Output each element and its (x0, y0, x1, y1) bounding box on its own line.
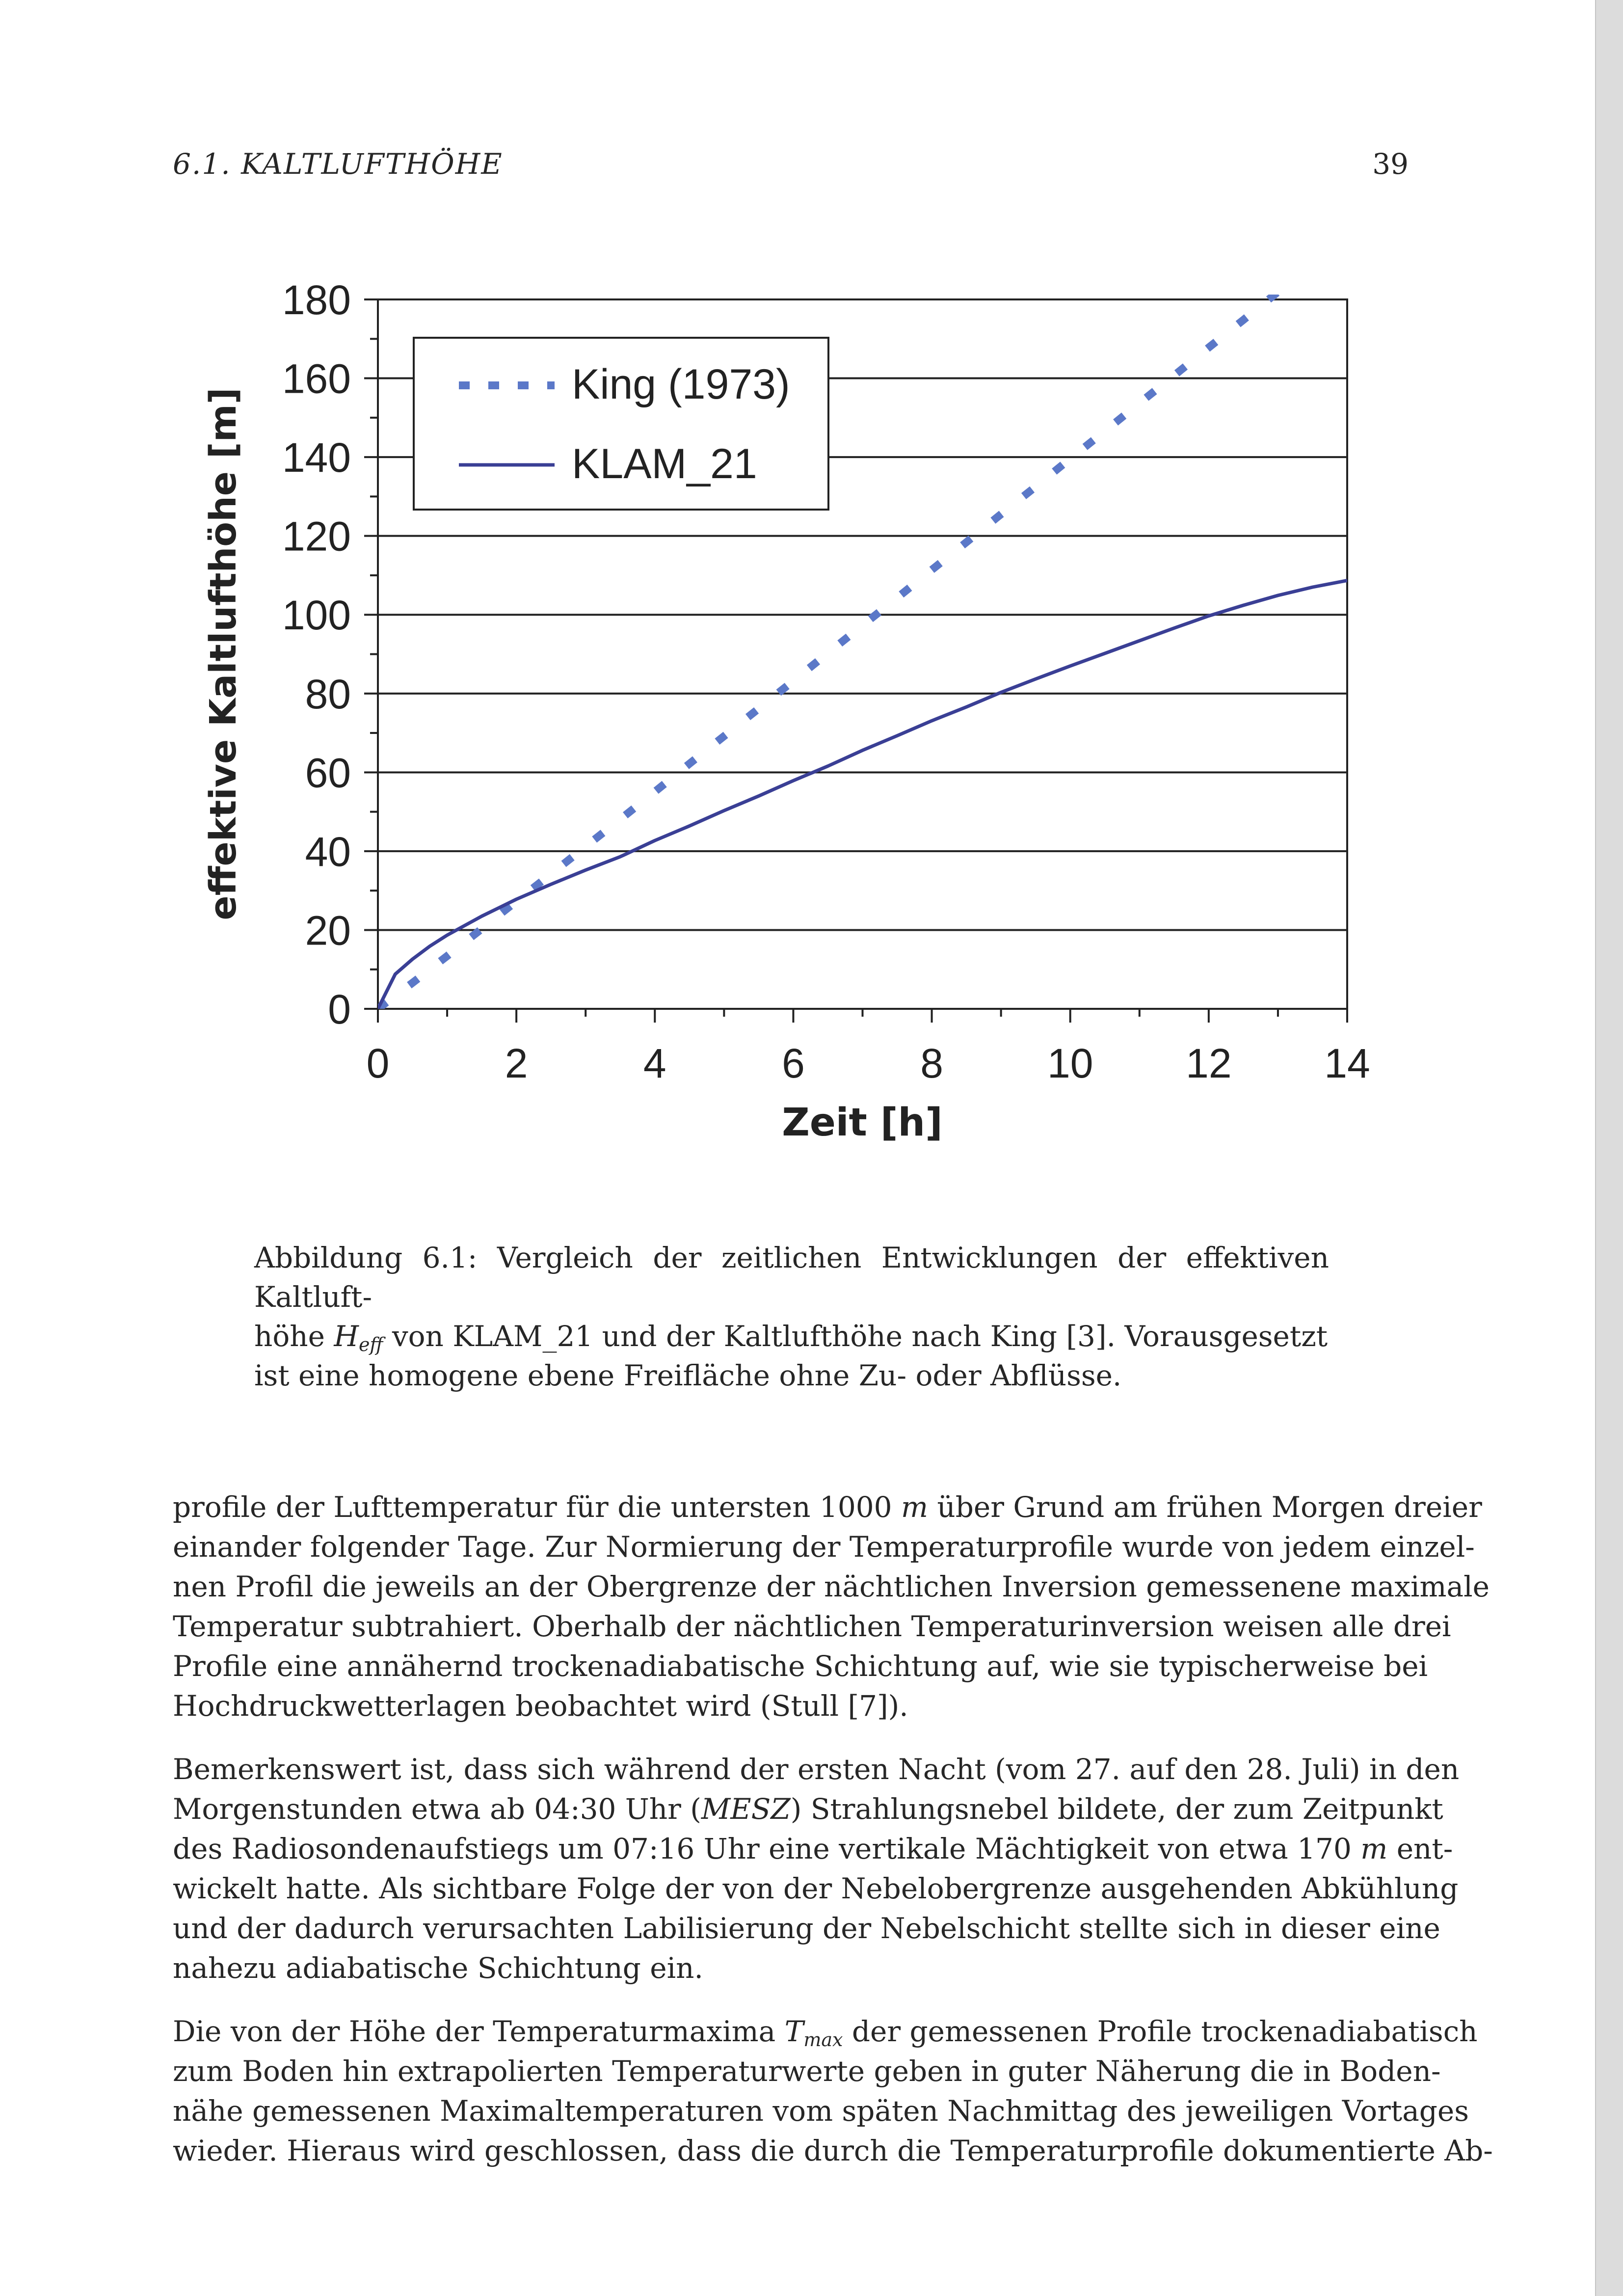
running-head (173, 147, 1409, 187)
paragraph: Bemerkenswert ist, dass sich während der ersten Nacht (vom 27. auf den 28. Juli) in den Morgenstunden etwa ab 04:30 Uhr (MESZ) Strahlungsnebel bildete, der zum Zeitpunkt des Radiosondenaufstiegs um 07:16 Uhr eine vertikale Mächtigkeit von etwa 170 m ent- wickelt hatte. Als sichtbare Folge der von der Nebelobergrenze ausgehenden Abkühlung und der dadurch verursachten Labilisierung der Nebelschicht stellte sich in dieser eine nahezu adiabatische Schichtung ein. (173, 1753, 1460, 1985)
section-title: 6.1. KALTLUFTHÖHE (173, 147, 503, 181)
page-number: 39 (1372, 147, 1409, 181)
figure-caption: Abbildung 6.1: Vergleich der zeitlichen Entwicklungen der effektiven Kaltluft- höhe $H_{eff}$ von KLAM_21 und der Kaltlufthöhe nach King [3]. Vorausgesetzt ist eine homogene ebene Freifläche ohne Zu- oder Abflüsse. (254, 1241, 1329, 1392)
x-tick-label: 14 (1324, 1040, 1370, 1086)
caption-label: Abbildung 6.1: (254, 1241, 478, 1274)
x-tick-label: 4 (643, 1040, 666, 1086)
y-tick-label: 180 (282, 277, 351, 323)
x-tick-label: 6 (782, 1040, 805, 1086)
y-tick-label: 140 (282, 434, 351, 481)
y-tick-label: 100 (282, 592, 351, 639)
caption-symbol-sub: eff (358, 1334, 383, 1355)
x-tick-label: 8 (920, 1040, 943, 1086)
paragraph: profile der Lufttemperatur für die untersten 1000 m über Grund am frühen Morgen dreier einander folgender Tage. Zur Normierung der Temperaturprofile wurde von jedem einzel- nen Profil die jeweils an der Obergrenze der nächtlichen Inversion gemessenene maximale Temperatur subtrahiert. Oberhalb der nächtlichen Temperaturinversion weisen alle drei Profile eine annähernd trockenadiabatische Schichtung auf, wie sie typischerweise bei Hochdruckwetterlagen beobachtet wird (Stull [7]). (173, 1490, 1490, 1723)
y-tick-label: 20 (305, 907, 351, 954)
x-tick-label: 0 (366, 1040, 390, 1086)
x-tick-label: 2 (505, 1040, 528, 1086)
paragraph: Die von der Höhe der Temperaturmaxima Tmax der gemessenen Profile trockenadiabatisch zum Boden hin extrapolierten Temperaturwerte geben in guter Näherung die in Boden- nähe gemessenen Maximaltemperaturen vom späten Nachmittag des jeweiligen Vortages wieder. Hieraus wird geschlossen, dass die durch die Temperaturprofile dokumentierte Ab- (173, 2015, 1493, 2167)
x-tick-label: 10 (1047, 1040, 1093, 1086)
y-tick-label: 120 (282, 513, 351, 560)
y-tick-label: 0 (328, 986, 351, 1032)
chart (186, 275, 1404, 1178)
x-axis-label: Zeit [h] (782, 1101, 943, 1145)
y-tick-label: 40 (305, 828, 351, 875)
figure (186, 275, 1404, 1178)
y-tick-label: 60 (305, 750, 351, 796)
y-tick-label: 160 (282, 355, 351, 402)
legend-king-label: King (1973) (572, 361, 790, 408)
series-klam (378, 580, 1347, 1009)
body-text (173, 1487, 1493, 2194)
caption-symbol: H (334, 1320, 359, 1353)
x-tick-label: 12 (1186, 1040, 1232, 1086)
y-axis-label: effektive Kaltlufthöhe [m] (202, 387, 244, 920)
y-tick-label: 80 (305, 671, 351, 717)
page-edge (1595, 0, 1623, 2296)
legend (414, 338, 828, 510)
legend-klam-label: KLAM_21 (572, 440, 757, 487)
